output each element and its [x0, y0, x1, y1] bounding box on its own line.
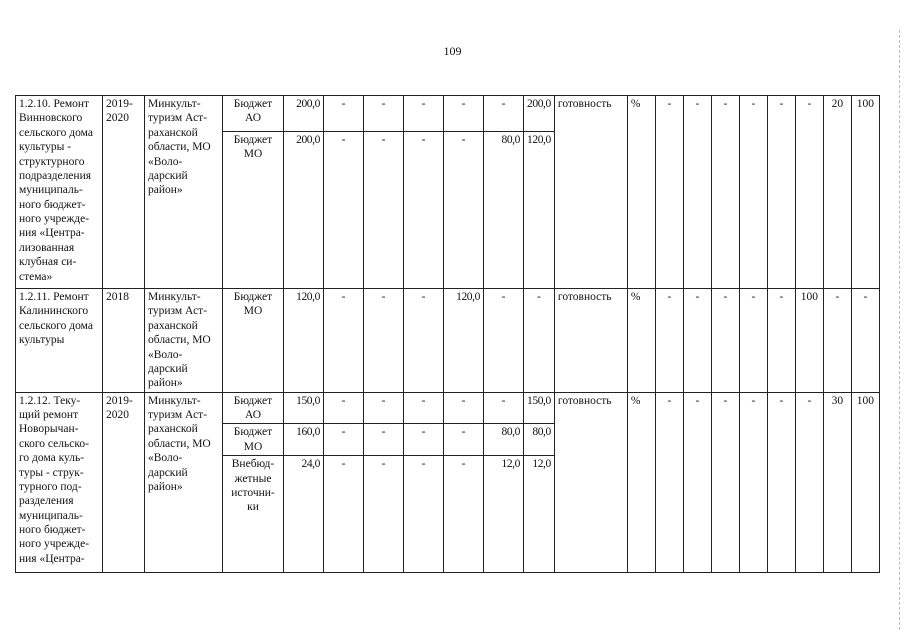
- indicator-cell: готовность: [554, 392, 627, 573]
- target-value-cell: -: [767, 392, 795, 573]
- funding-value-cell: 120,0: [444, 289, 484, 393]
- funding-value-cell: -: [364, 96, 404, 132]
- funding-source-cell: Бюджет АО: [223, 392, 284, 424]
- years-cell: 2018: [103, 289, 145, 393]
- funding-value-cell: 12,0: [484, 456, 524, 573]
- target-value-cell: -: [711, 96, 739, 289]
- measure-name-cell: 1.2.12. Теку-щий ремонт Новорычан-ского сельско-го дома куль-туры - струк-турного под-разделения муниципаль-ного бюджет-ного учрежде-ния «Центра-: [16, 392, 103, 573]
- target-value-cell: -: [739, 96, 767, 289]
- unit-cell: %: [627, 289, 655, 393]
- years-cell: 2019-2020: [103, 392, 145, 573]
- funding-value-cell: -: [404, 289, 444, 393]
- funding-value-cell: -: [444, 96, 484, 132]
- funding-value-cell: -: [444, 392, 484, 424]
- funding-value-cell: -: [404, 424, 444, 456]
- program-table: [15, 95, 880, 573]
- indicator-cell: готовность: [554, 96, 627, 289]
- funding-value-cell: -: [324, 132, 364, 289]
- funding-value-cell: -: [484, 96, 524, 132]
- funding-source-cell: Внебюд-жетные источни-ки: [223, 456, 284, 573]
- executor-cell: Минкульт-туризм Аст-раханской области, МО «Воло-дарский район»: [145, 392, 223, 573]
- target-value-cell: 20: [823, 96, 851, 289]
- funding-value-cell: -: [444, 132, 484, 289]
- target-value-cell: -: [851, 289, 879, 393]
- target-value-cell: -: [711, 289, 739, 393]
- executor-cell: Минкульт-туризм Аст-раханской области, МО «Воло-дарский район»: [145, 289, 223, 393]
- funding-value-cell: -: [404, 132, 444, 289]
- target-value-cell: -: [795, 392, 823, 573]
- funding-value-cell: 150,0: [524, 392, 555, 424]
- indicator-cell: готовность: [554, 289, 627, 393]
- funding-value-cell: -: [364, 392, 404, 424]
- target-value-cell: -: [655, 289, 683, 393]
- funding-source-cell: Бюджет МО: [223, 289, 284, 393]
- funding-value-cell: 80,0: [484, 132, 524, 289]
- funding-value-cell: -: [444, 424, 484, 456]
- funding-value-cell: -: [524, 289, 555, 393]
- target-value-cell: -: [683, 96, 711, 289]
- funding-source-cell: Бюджет АО: [223, 96, 284, 132]
- funding-value-cell: 200,0: [284, 132, 324, 289]
- funding-value-cell: 24,0: [284, 456, 324, 573]
- table-row: [16, 289, 880, 393]
- funding-value-cell: 200,0: [284, 96, 324, 132]
- funding-value-cell: -: [444, 456, 484, 573]
- funding-value-cell: -: [404, 456, 444, 573]
- page-number: 109: [443, 44, 462, 58]
- funding-value-cell: -: [364, 456, 404, 573]
- target-value-cell: -: [655, 96, 683, 289]
- executor-cell: Минкульт-туризм Аст-раханской области, МО «Воло-дарский район»: [145, 96, 223, 289]
- years-cell: 2019-2020: [103, 96, 145, 289]
- funding-source-cell: Бюджет МО: [223, 424, 284, 456]
- funding-value-cell: -: [324, 424, 364, 456]
- target-value-cell: -: [795, 96, 823, 289]
- funding-value-cell: 150,0: [284, 392, 324, 424]
- target-value-cell: -: [767, 96, 795, 289]
- target-value-cell: -: [683, 289, 711, 393]
- funding-value-cell: -: [324, 456, 364, 573]
- target-value-cell: -: [683, 392, 711, 573]
- unit-cell: %: [627, 96, 655, 289]
- funding-value-cell: -: [364, 289, 404, 393]
- funding-value-cell: -: [324, 96, 364, 132]
- target-value-cell: -: [767, 289, 795, 393]
- funding-value-cell: 80,0: [484, 424, 524, 456]
- funding-value-cell: 120,0: [524, 132, 555, 289]
- target-value-cell: 100: [851, 96, 879, 289]
- funding-value-cell: -: [364, 424, 404, 456]
- funding-value-cell: 120,0: [284, 289, 324, 393]
- target-value-cell: -: [823, 289, 851, 393]
- unit-cell: %: [627, 392, 655, 573]
- target-value-cell: 100: [795, 289, 823, 393]
- target-value-cell: 100: [851, 392, 879, 573]
- scan-edge-line: [899, 30, 901, 630]
- measure-name-cell: 1.2.10. Ремонт Винновского сельского дома культуры - структурного подразделения муниципаль-ного бюджет-ного учрежде-ния «Центра-лизованная клубная си-стема»: [16, 96, 103, 289]
- target-value-cell: -: [711, 392, 739, 573]
- funding-value-cell: -: [404, 392, 444, 424]
- target-value-cell: 30: [823, 392, 851, 573]
- funding-value-cell: 12,0: [524, 456, 555, 573]
- funding-value-cell: -: [324, 289, 364, 393]
- table-row: [16, 96, 880, 132]
- table-row: [16, 392, 880, 424]
- funding-value-cell: -: [484, 289, 524, 393]
- funding-value-cell: -: [484, 392, 524, 424]
- target-value-cell: -: [739, 392, 767, 573]
- funding-value-cell: -: [404, 96, 444, 132]
- funding-value-cell: 80,0: [524, 424, 555, 456]
- target-value-cell: -: [655, 392, 683, 573]
- funding-value-cell: 160,0: [284, 424, 324, 456]
- funding-value-cell: -: [364, 132, 404, 289]
- funding-source-cell: Бюджет МО: [223, 132, 284, 289]
- funding-value-cell: -: [324, 392, 364, 424]
- measure-name-cell: 1.2.11. Ремонт Калининского сельского дома культуры: [16, 289, 103, 393]
- funding-value-cell: 200,0: [524, 96, 555, 132]
- target-value-cell: -: [739, 289, 767, 393]
